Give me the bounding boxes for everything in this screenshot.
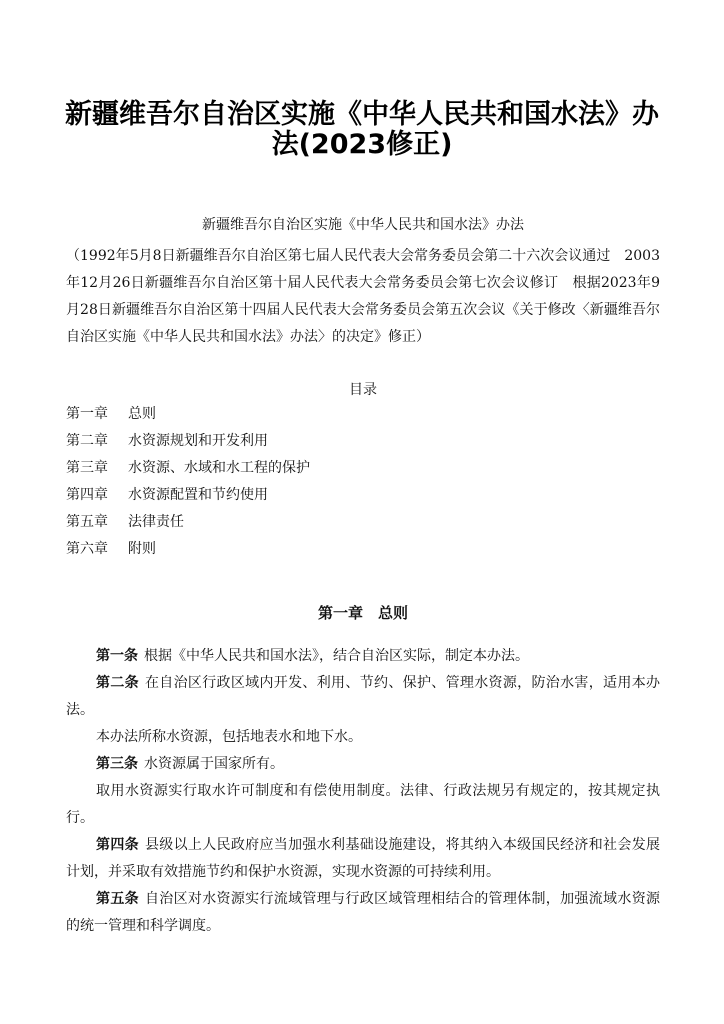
article-paragraph bbox=[66, 832, 660, 886]
article-number: 第五条 bbox=[96, 891, 139, 907]
toc-item bbox=[66, 404, 660, 431]
legislative-history: （1992年5月8日新疆维吾尔自治区第七届人民代表大会常务委员会第二十六次会议通过 2003年12月26日新疆维吾尔自治区第十届人民代表大会常务委员会第七次会议修订 根据2023年9月28日新疆维吾尔自治区第十四届人民代表大会常务委员会第五次会议《关于修改〈新疆维吾尔自治区实施《中华人民共和国水法》办法〉的决定》修正） bbox=[66, 248, 660, 345]
toc-item bbox=[66, 512, 660, 539]
document-subtitle: 新疆维吾尔自治区实施《中华人民共和国水法》办法 bbox=[202, 217, 524, 233]
article-text: 在自治区行政区域内开发、利用、节约、保护、管理水资源，防治水害，适用本办法。 bbox=[66, 675, 661, 718]
article-number: 第二条 bbox=[96, 675, 139, 691]
toc-item-number: 第六章 bbox=[66, 541, 108, 557]
article-paragraph bbox=[66, 724, 660, 751]
article-paragraph bbox=[66, 643, 660, 670]
toc-item-number: 第二章 bbox=[66, 433, 108, 449]
article-text: 水资源属于国家所有。 bbox=[144, 756, 284, 772]
chapter-body bbox=[66, 643, 660, 940]
toc-item bbox=[66, 539, 660, 566]
article-text: 县级以上人民政府应当加强水利基础设施建设，将其纳入本级国民经济和社会发展计划，并采取有效措施节约和保护水资源，实现水资源的可持续利用。 bbox=[66, 837, 661, 880]
article-paragraph bbox=[66, 751, 660, 778]
toc-item-number: 第一章 bbox=[66, 406, 108, 422]
toc-item-name: 附则 bbox=[128, 541, 156, 557]
toc-item-number: 第三章 bbox=[66, 460, 108, 476]
article-number: 第一条 bbox=[96, 648, 138, 664]
article-number: 第三条 bbox=[96, 756, 138, 772]
toc-item bbox=[66, 431, 660, 458]
chapter-heading: 第一章 总则 bbox=[317, 604, 408, 622]
toc-item bbox=[66, 458, 660, 485]
article-text: 本办法所称水资源，包括地表水和地下水。 bbox=[96, 729, 362, 745]
toc-item-number: 第五章 bbox=[66, 514, 108, 530]
article-paragraph bbox=[66, 886, 660, 940]
article-paragraph bbox=[66, 670, 660, 724]
article-text: 自治区对水资源实行流域管理与行政区域管理相结合的管理体制，加强流域水资源的统一管理和科学调度。 bbox=[66, 891, 661, 934]
toc-item-name: 法律责任 bbox=[128, 514, 184, 530]
toc-item-number: 第四章 bbox=[66, 487, 108, 503]
article-paragraph bbox=[66, 778, 660, 832]
toc-item-name: 水资源、水域和水工程的保护 bbox=[128, 460, 310, 476]
article-number: 第四条 bbox=[96, 837, 139, 853]
article-text: 取用水资源实行取水许可制度和有偿使用制度。法律、行政法规另有规定的，按其规定执行。 bbox=[66, 783, 660, 826]
toc-item bbox=[66, 485, 660, 512]
toc-item-name: 水资源规划和开发利用 bbox=[128, 433, 268, 449]
table-of-contents bbox=[66, 404, 660, 566]
article-text: 根据《中华人民共和国水法》，结合自治区实际，制定本办法。 bbox=[144, 648, 529, 664]
toc-title: 目录 bbox=[349, 382, 377, 398]
toc-item-name: 水资源配置和节约使用 bbox=[128, 487, 268, 503]
toc-item-name: 总则 bbox=[128, 406, 156, 422]
document-title: 新疆维吾尔自治区实施《中华人民共和国水法》办法(2023修正) bbox=[65, 99, 659, 160]
